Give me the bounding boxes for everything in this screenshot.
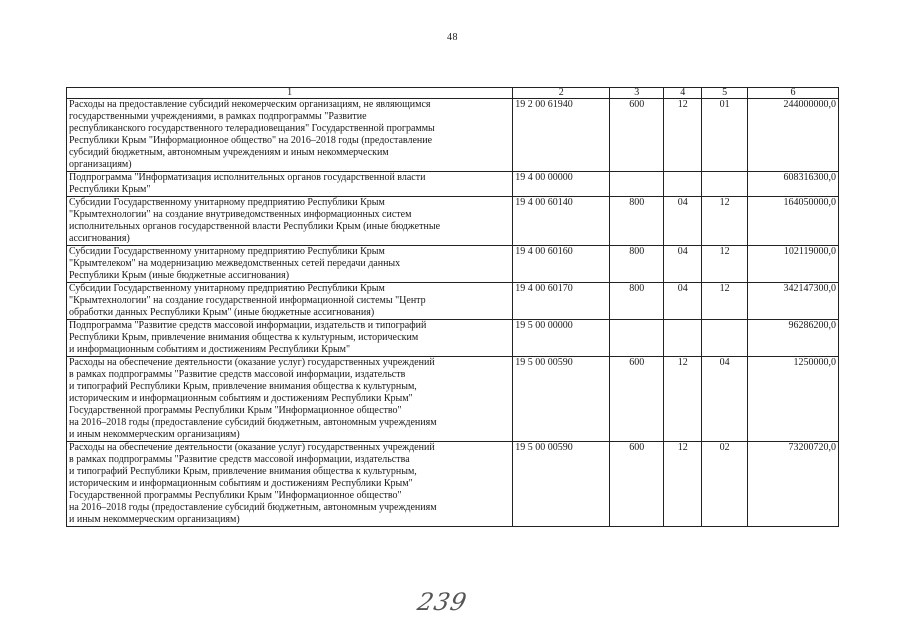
row-amount: 1250000,0 (748, 357, 839, 442)
row-section: 12 (664, 99, 702, 172)
row-section (664, 320, 702, 357)
row-amount: 164050000,0 (748, 197, 839, 246)
table-row (67, 246, 839, 283)
row-description: Подпрограмма "Информатизация исполнительных органов государственной власти Республики Крым" (67, 172, 513, 197)
table-row (67, 172, 839, 197)
row-section (664, 172, 702, 197)
row-target-code: 19 4 00 60160 (513, 246, 610, 283)
table-row (67, 320, 839, 357)
row-section: 12 (664, 357, 702, 442)
header-col-3: 3 (610, 88, 664, 99)
row-subsection: 01 (702, 99, 748, 172)
table-row (67, 197, 839, 246)
row-section: 12 (664, 442, 702, 527)
table-row (67, 99, 839, 172)
row-amount: 342147300,0 (748, 283, 839, 320)
row-expense-type: 600 (610, 99, 664, 172)
handwritten-page-number: 239 (415, 588, 470, 616)
row-target-code: 19 4 00 00000 (513, 172, 610, 197)
row-expense-type: 800 (610, 197, 664, 246)
row-section: 04 (664, 246, 702, 283)
row-amount: 608316300,0 (748, 172, 839, 197)
header-col-6: 6 (748, 88, 839, 99)
row-expense-type (610, 320, 664, 357)
row-target-code: 19 2 00 61940 (513, 99, 610, 172)
table-row (67, 357, 839, 442)
header-col-1: 1 (67, 88, 513, 99)
row-subsection (702, 172, 748, 197)
header-col-4: 4 (664, 88, 702, 99)
table-row (67, 283, 839, 320)
row-target-code: 19 5 00 00000 (513, 320, 610, 357)
row-subsection: 12 (702, 197, 748, 246)
row-description: Расходы на обеспечение деятельности (оказание услуг) государственных учреждений в рамках подпрограммы "Развитие средств массовой информации, издательства и типографий Республики Крым, привлечение внимания общества к культурным, историческим и информационным событиям и достижениям Республики Крым" Государственной программы Республики Крым "Информационное общество" на 2016–2018 годы (предоставление субсидий бюджетным, автономным учреждениям и иным некоммерческим организациям) (67, 442, 513, 527)
header-col-2: 2 (513, 88, 610, 99)
row-section: 04 (664, 197, 702, 246)
row-description: Подпрограмма "Развитие средств массовой информации, издательств и типографий Республики Крым, привлечение внимания общества к культурным, историческим и информационным событиям и достижениям Республики Крым" (67, 320, 513, 357)
row-description: Расходы на обеспечение деятельности (оказание услуг) государственных учреждений в рамках подпрограммы "Развитие средств массовой информации, издательств и типографий Республики Крым, привлечение внимания общества к культурным, историческим и информационным событиям и достижениям Республики Крым" Государственной программы Республики Крым "Информационное общество" на 2016–2018 годы (предоставление субсидий бюджетным, автономным учреждениям и иным некоммерческим организациям) (67, 357, 513, 442)
header-col-5: 5 (702, 88, 748, 99)
row-subsection: 02 (702, 442, 748, 527)
budget-table (66, 87, 839, 527)
row-description: Субсидии Государственному унитарному предприятию Республики Крым "Крымтехнологии" на создание внутриведомственных информационных систем исполнительных органов государственной власти Республики Крым (иные бюджетные ассигнования) (67, 197, 513, 246)
row-expense-type: 800 (610, 283, 664, 320)
row-section: 04 (664, 283, 702, 320)
row-subsection: 12 (702, 246, 748, 283)
row-subsection: 12 (702, 283, 748, 320)
row-target-code: 19 4 00 60170 (513, 283, 610, 320)
row-description: Расходы на предоставление субсидий некомерческим организациям, не являющимся государственными учреждениями, в рамках подпрограммы "Развитие республиканского государственного телерадиовещания" Государственной программы Республики Крым "Информационное общество" на 2016–2018 годы (предоставление субсидий бюджетным, автономным учреждениям и иным некоммерческим организациям) (67, 99, 513, 172)
row-target-code: 19 5 00 00590 (513, 442, 610, 527)
table-body (67, 99, 839, 527)
row-description: Субсидии Государственному унитарному предприятию Республики Крым "Крымтелеком" на модернизацию межведомственных сетей передачи данных Республики Крым (иные бюджетные ассигнования) (67, 246, 513, 283)
page-number: 48 (447, 32, 458, 43)
row-subsection (702, 320, 748, 357)
row-expense-type: 600 (610, 442, 664, 527)
row-target-code: 19 5 00 00590 (513, 357, 610, 442)
row-expense-type: 800 (610, 246, 664, 283)
row-subsection: 04 (702, 357, 748, 442)
header-row (67, 88, 839, 99)
row-amount: 96286200,0 (748, 320, 839, 357)
row-amount: 73200720,0 (748, 442, 839, 527)
table-header (67, 88, 839, 99)
row-amount: 102119000,0 (748, 246, 839, 283)
row-expense-type: 600 (610, 357, 664, 442)
row-amount: 244000000,0 (748, 99, 839, 172)
row-target-code: 19 4 00 60140 (513, 197, 610, 246)
row-description: Субсидии Государственному унитарному предприятию Республики Крым "Крымтехнологии" на создание государственной информационной системы "Центр обработки данных Республики Крым" (иные бюджетные ассигнования) (67, 283, 513, 320)
row-expense-type (610, 172, 664, 197)
table-row (67, 442, 839, 527)
